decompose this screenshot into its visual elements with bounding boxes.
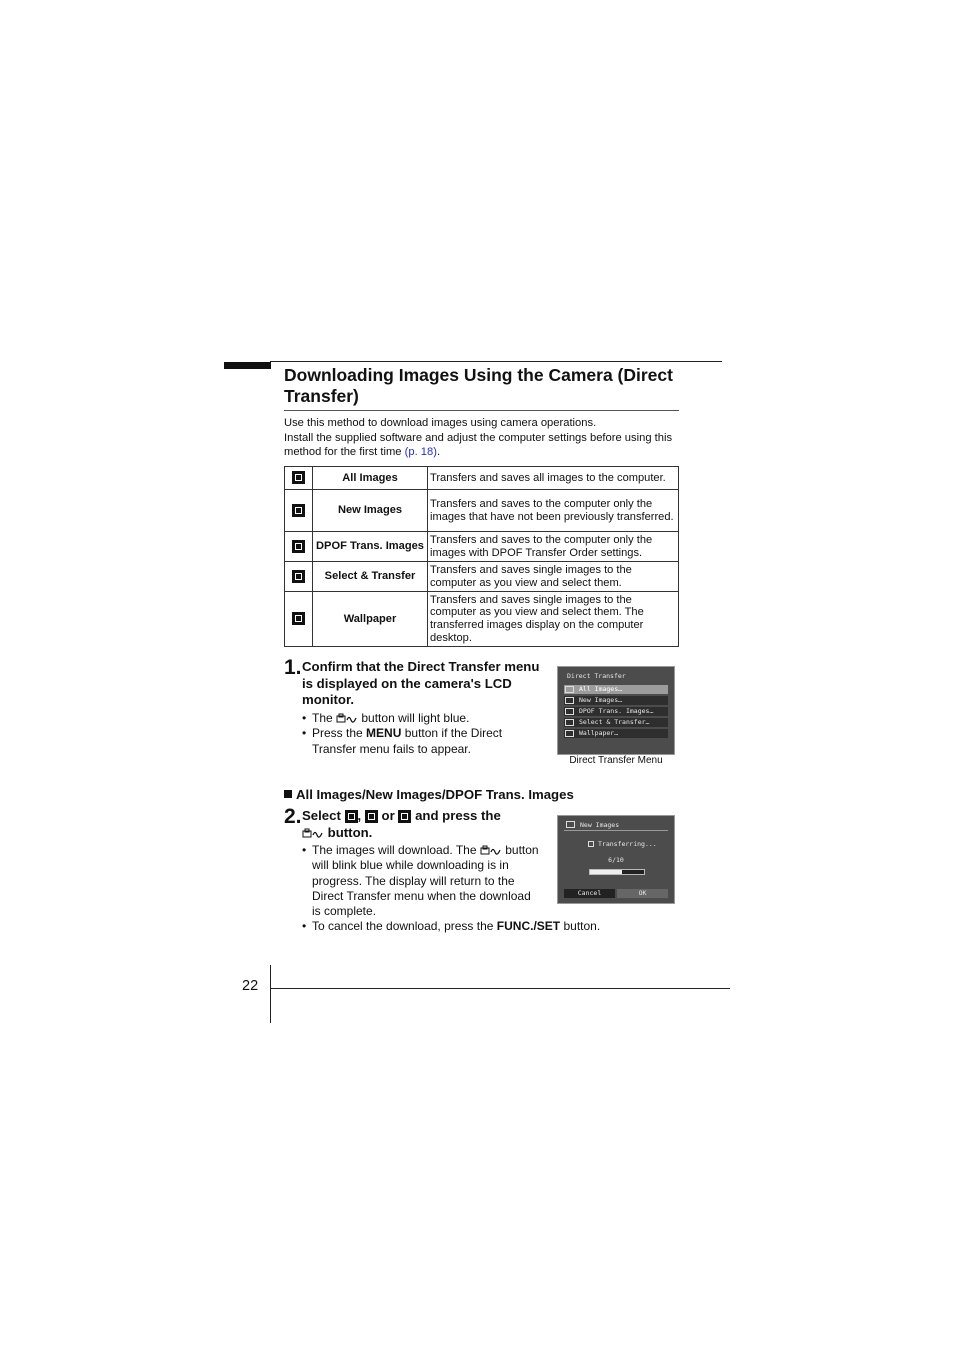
table-cell-icon [285, 562, 313, 592]
table-row [285, 532, 679, 562]
table-cell-name: Wallpaper [313, 592, 428, 647]
menu-button-label: MENU [366, 726, 402, 741]
new-images-icon [365, 810, 378, 823]
intro-line-2 [284, 431, 684, 460]
title-underline [284, 410, 679, 411]
footer-vertical-rule [270, 965, 271, 1023]
table-cell-desc: Transfers and saves to the computer only the images that have not been previously transferred. [428, 490, 679, 532]
intro-line-1: Use this method to download images using camera operations. [284, 417, 597, 429]
dpof-icon [292, 540, 305, 553]
lcd-title: New Images [580, 821, 620, 829]
progress-bar [589, 869, 645, 875]
subheading [284, 787, 574, 802]
bullet-text: button if the Direct Transfer menu fails to appear. [312, 726, 503, 756]
bullet-text: The images will download. The [312, 843, 477, 857]
lcd-caption: Direct Transfer Menu [569, 755, 663, 766]
bullet-text: The [312, 711, 333, 725]
new-images-icon [565, 697, 574, 704]
wallpaper-icon [565, 730, 574, 737]
step-2-bullet-2-content [302, 919, 642, 934]
table-cell-icon [285, 532, 313, 562]
bullet-text: Press the [312, 726, 363, 741]
step-2-word: and press the [415, 808, 501, 823]
step-2-word: Select [302, 808, 341, 823]
step-2-bullets [302, 843, 542, 919]
table-row [285, 490, 679, 532]
ok-button[interactable]: OK [617, 889, 668, 898]
cancel-button[interactable]: Cancel [564, 889, 615, 898]
print-share-icon [302, 828, 324, 839]
transferring-lcd [557, 815, 675, 904]
table-cell-desc: Transfers and saves single images to the computer as you view and select them. [428, 562, 679, 592]
print-share-icon [480, 845, 502, 856]
lcd-menu-item [564, 729, 668, 738]
section-marker [224, 362, 271, 369]
transfer-icon [588, 841, 594, 847]
lcd-menu-item-label: DPOF Trans. Images… [579, 707, 654, 715]
table-cell-icon [285, 592, 313, 647]
lcd-menu-item-label: Wallpaper… [579, 729, 619, 737]
table-cell-name: DPOF Trans. Images [313, 532, 428, 562]
bullet-text: button. [563, 919, 601, 933]
step-2-text [302, 808, 552, 841]
lcd-menu-item [564, 707, 668, 716]
table-cell-icon [285, 467, 313, 490]
page-link[interactable]: (p. 18) [404, 446, 437, 459]
table-cell-desc: Transfers and saves all images to the computer. [428, 467, 679, 490]
lcd-menu-item-label: New Images… [579, 696, 623, 704]
table-row [285, 562, 679, 592]
print-share-icon [336, 713, 358, 724]
select-transfer-icon [292, 570, 305, 583]
step-2-word: or [381, 808, 395, 823]
step-2-word: button. [327, 824, 373, 840]
step-1-bullets [302, 711, 542, 757]
all-images-icon [345, 810, 358, 823]
step-1-text: Confirm that the Direct Transfer menu is displayed on the camera's LCD monitor. [302, 659, 540, 708]
new-images-icon [292, 504, 305, 517]
lcd-menu-item-label: All Images… [579, 685, 623, 693]
bullet-text: button will light blue. [361, 711, 470, 725]
step-1-bullet-1 [302, 711, 542, 726]
lcd-menu-item [564, 696, 668, 705]
bullet-text: button will blink blue while downloading is in progress. The display will return to the Direct Transfer menu when the download is complete. [312, 843, 539, 919]
square-bullet-icon [284, 790, 292, 798]
transfer-modes-table [284, 466, 679, 647]
page-title: Downloading Images Using the Camera (Direct Transfer) [284, 365, 673, 406]
select-transfer-icon [565, 719, 574, 726]
table-cell-name: New Images [313, 490, 428, 532]
dpof-icon [565, 708, 574, 715]
func-set-button-label: FUNC./SET [496, 919, 561, 933]
table-cell-icon [285, 490, 313, 532]
lcd-divider [564, 830, 668, 831]
lcd-count: 6/10 [608, 856, 624, 864]
footer-rule [270, 988, 730, 989]
lcd-menu-item [564, 685, 668, 694]
table-cell-name: All Images [313, 467, 428, 490]
subheading-text: All Images/New Images/DPOF Trans. Images [296, 787, 574, 802]
step-1-bullet-2 [302, 726, 542, 757]
lcd-menu-item [564, 718, 668, 727]
table-row [285, 592, 679, 647]
step-1-number: 1. [284, 656, 302, 679]
dpof-icon [398, 810, 411, 823]
wallpaper-icon [292, 612, 305, 625]
table-cell-desc: Transfers and saves to the computer only the images with DPOF Transfer Order settings. [428, 532, 679, 562]
all-images-icon [565, 686, 574, 693]
intro-text [284, 416, 684, 460]
direct-transfer-lcd [557, 666, 675, 755]
step-2-bullet-1 [302, 843, 542, 919]
step-2-number: 2. [284, 805, 302, 828]
intro-line-2-text: Install the supplied software and adjust the computer settings before using this method for the first time [284, 431, 673, 459]
step-2-comma: , [357, 808, 362, 823]
lcd-status: Transferring... [598, 840, 657, 848]
bullet-text: To cancel the download, press the [312, 919, 494, 933]
progress-fill [590, 870, 622, 874]
lcd-menu-item-label: Select & Transfer… [579, 718, 650, 726]
page-number: 22 [242, 978, 259, 994]
table-cell-desc: Transfers and saves single images to the computer as you view and select them. The transferred images display on the computer desktop. [428, 592, 679, 647]
new-images-icon [566, 821, 575, 828]
table-row [285, 467, 679, 490]
header-rule [270, 361, 722, 362]
table-cell-name: Select & Transfer [313, 562, 428, 592]
intro-period: . [436, 446, 441, 459]
lcd-title: Direct Transfer [567, 672, 626, 680]
step-2-bullet-2 [302, 919, 642, 934]
all-images-icon [292, 471, 305, 484]
